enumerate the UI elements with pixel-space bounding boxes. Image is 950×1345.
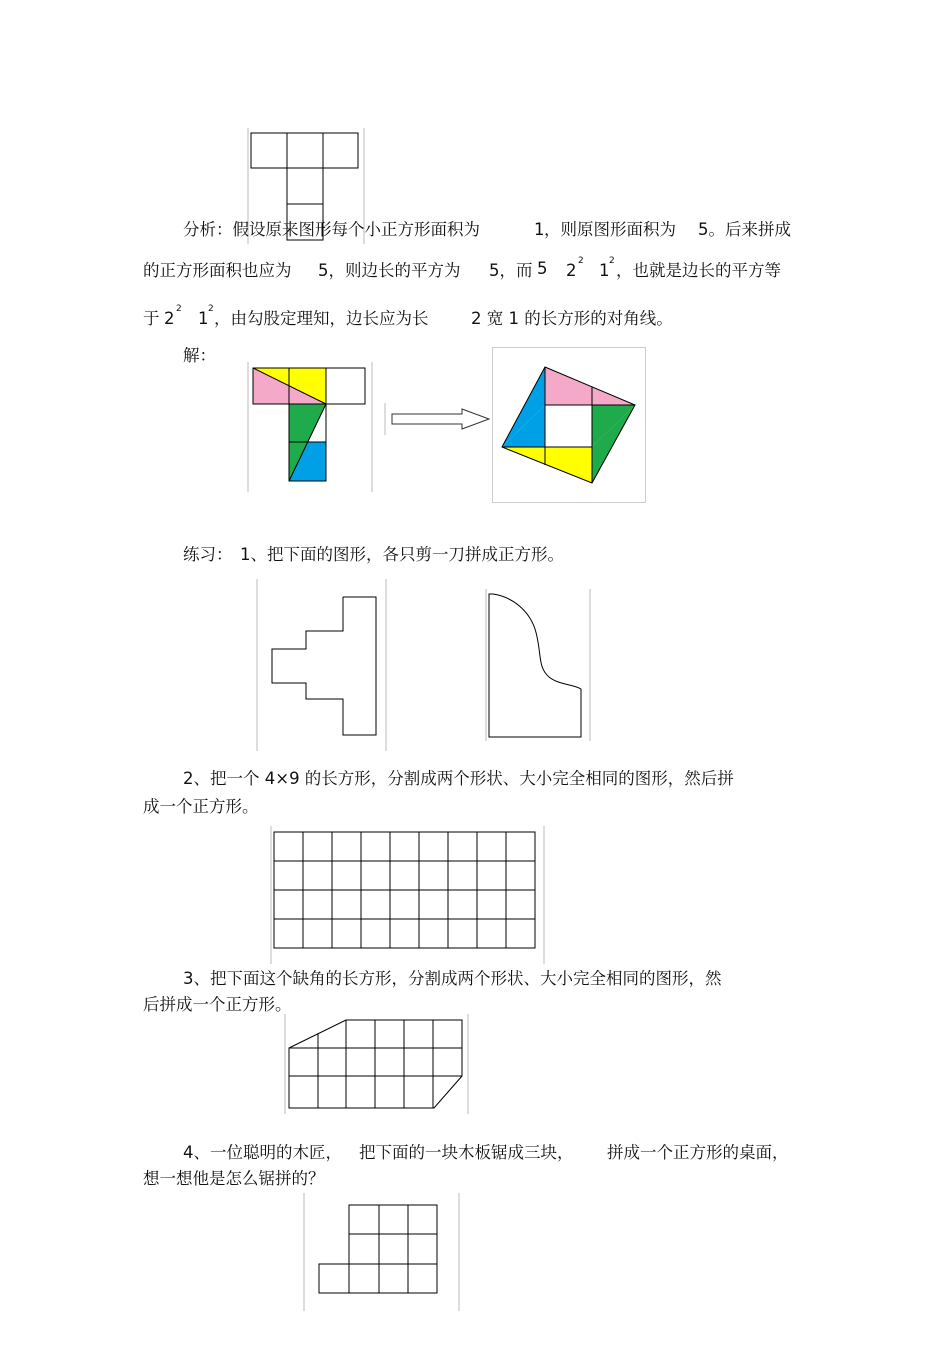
line3-exp2: 2 bbox=[208, 304, 214, 314]
analysis-value-1: 1 bbox=[534, 220, 545, 239]
exercise-item2-line2: 成一个正方形。 bbox=[143, 797, 259, 816]
analysis-line2d: ，也就是边长的平方等 bbox=[616, 261, 781, 280]
line3-2: 2 bbox=[164, 309, 175, 328]
curved-shape-figure bbox=[485, 589, 591, 741]
wooden-board-figure bbox=[303, 1193, 461, 1311]
exercise-item4-line1c: 拼成一个正方形的桌面， bbox=[607, 1143, 789, 1162]
exercise-item4-line1b: 把下面的一块木板锯成三块， bbox=[359, 1143, 574, 1162]
analysis-line1 bbox=[183, 219, 480, 241]
analysis-line2b: 5，则边长的平方为 bbox=[318, 261, 461, 280]
analysis-line2a: 的正方形面积也应为 bbox=[143, 261, 292, 280]
equation-1: 1 bbox=[599, 261, 610, 280]
equation-exp2: 2 bbox=[609, 256, 615, 266]
analysis-text: 分析：假设原来图形每个小正方形面积为 bbox=[183, 220, 480, 239]
analysis-line3d: ，由勾股定理知，边长应为长 bbox=[214, 309, 429, 328]
colored-square-result bbox=[492, 347, 646, 503]
equation-2: 2 bbox=[566, 261, 577, 280]
analysis-value-5: 5。后来拼成 bbox=[698, 220, 791, 239]
solution-label: 解： bbox=[183, 346, 216, 365]
exercise-item2-line1: 2、把一个 4×9 的长方形，分割成两个形状、大小完全相同的图形，然后拼 bbox=[183, 769, 734, 788]
arrow-right-icon bbox=[384, 403, 494, 435]
colored-t-shape bbox=[246, 362, 374, 492]
line3-1: 1 bbox=[198, 309, 209, 328]
grid-4x9-figure bbox=[270, 826, 546, 964]
equation-exp1: 2 bbox=[578, 256, 584, 266]
step-shape-figure bbox=[256, 579, 388, 751]
analysis-line3a: 于 bbox=[143, 309, 160, 328]
cut-corner-rectangle-figure bbox=[284, 1014, 470, 1114]
exercise-item1: 1、把下面的图形，各只剪一刀拼成正方形。 bbox=[240, 545, 564, 564]
exercise-item3-line2: 后拼成一个正方形。 bbox=[143, 995, 292, 1014]
line3-exp1: 2 bbox=[176, 304, 182, 314]
exercise-title: 练习： bbox=[183, 545, 233, 564]
analysis-line3e: 2 宽 1 的长方形的对角线。 bbox=[471, 309, 673, 328]
exercise-item3-line1: 3、把下面这个缺角的长方形，分割成两个形状、大小完全相同的图形，然 bbox=[183, 969, 722, 988]
analysis-line2c: 5，而 bbox=[489, 261, 533, 280]
exercise-item4-line2: 想一想他是怎么锯拼的？ bbox=[143, 1169, 325, 1188]
analysis-mid: ，则原图形面积为 bbox=[544, 220, 676, 239]
exercise-item4-line1a: 4、一位聪明的木匠， bbox=[183, 1143, 342, 1162]
equation-5: 5 bbox=[537, 259, 548, 278]
